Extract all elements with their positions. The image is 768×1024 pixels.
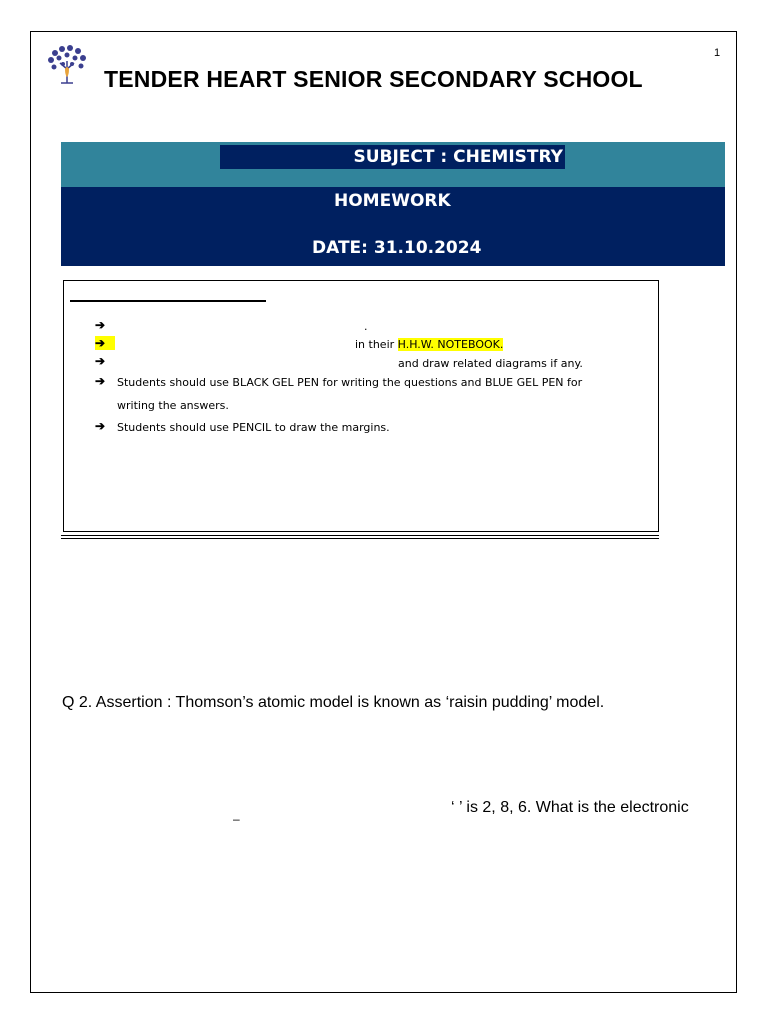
- instruction-line-2: [355, 338, 503, 352]
- school-logo-icon: [45, 43, 89, 89]
- subject-title: SUBJECT : CHEMISTRY: [220, 145, 565, 169]
- divider-rule: [61, 538, 659, 539]
- school-name: TENDER HEART SENIOR SECONDARY SCHOOL: [104, 66, 643, 92]
- question-2: Q 2. Assertion : Thomson’s atomic model is known as ‘raisin pudding’ model.: [62, 694, 605, 711]
- instructions-heading-underline: [70, 300, 266, 302]
- question-dash: –: [233, 812, 240, 826]
- instruction-line-1: .: [364, 320, 368, 333]
- homework-title: HOMEWORK: [330, 189, 455, 213]
- instruction-line-4b: writing the answers.: [117, 399, 229, 412]
- question-fragment: ‘ ’ is 2, 8, 6. What is the electronic: [451, 799, 689, 816]
- instruction-line-2-text: in their: [355, 338, 398, 351]
- right-arrow-icon: ➔: [95, 354, 106, 368]
- right-arrow-icon: ➔: [95, 336, 115, 350]
- instruction-line-5: Students should use PENCIL to draw the margins.: [117, 421, 390, 434]
- instruction-line-4a: Students should use BLACK GEL PEN for writing the questions and BLUE GEL PEN for: [117, 376, 583, 389]
- notebook-highlight: H.H.W. NOTEBOOK.: [397, 338, 504, 351]
- right-arrow-icon: ➔: [95, 419, 106, 433]
- homework-date: DATE: 31.10.2024: [308, 235, 485, 261]
- divider-rule: [61, 535, 659, 536]
- right-arrow-icon: ➔: [95, 374, 106, 388]
- page-number: 1: [714, 47, 721, 59]
- right-arrow-icon: ➔: [95, 318, 106, 332]
- instruction-line-3: and draw related diagrams if any.: [398, 357, 583, 370]
